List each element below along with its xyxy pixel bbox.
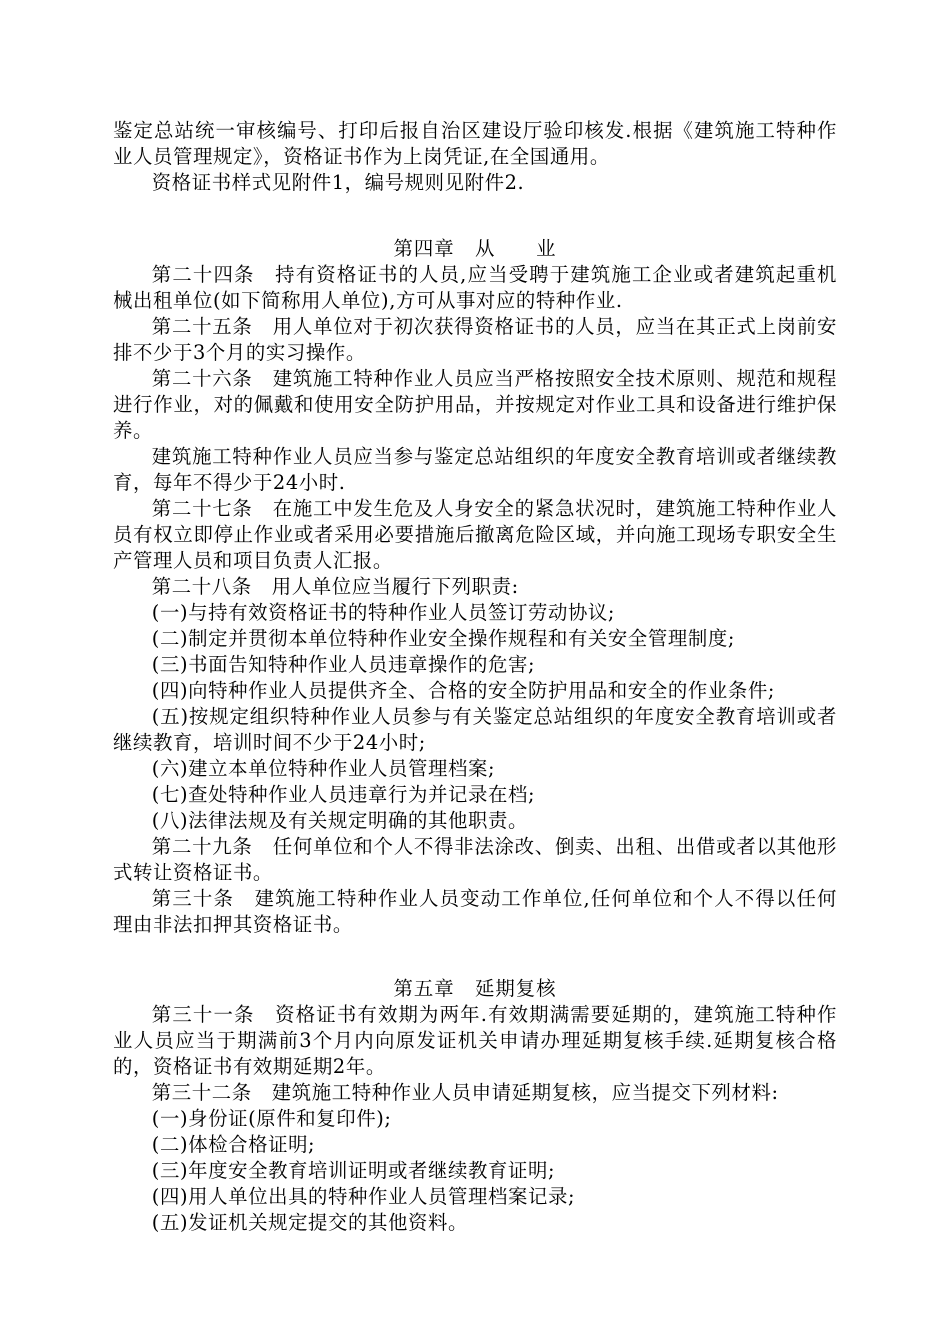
article-28: 第二十八条 用人单位应当履行下列职责: [151,575,519,598]
chapter-5-title: 第五章 延期复核 [393,977,557,1000]
article-32-item: (四)用人单位出具的特种作业人员管理档案记录; [151,1185,576,1208]
article-32-item: (二)体检合格证明; [151,1133,316,1156]
article-28-item: (六)建立本单位特种作业人员管理档案; [151,757,496,780]
article-28-item: (一)与持有效资格证书的特种作业人员签订劳动协议; [151,601,616,624]
article-28-item: (八)法律法规及有关规定明确的其他职责。 [151,809,528,832]
paragraph-certificate-appendix: 资格证书样式见附件1，编号规则见附件2. [151,171,525,194]
article-28-item: (五)按规定组织特种作业人员参与有关鉴定总站组织的年度安全教育培训或者继续教育，培训时间不少于24小时; [113,705,837,754]
article-24: 第二十四条 持有资格证书的人员,应当受聘于建筑施工企业或者建筑起重机械出租单位(如下简称用人单位),方可从事对应的特种作业. [113,263,837,312]
article-28-item: (四)向特种作业人员提供齐全、合格的安全防护用品和安全的作业条件; [151,679,775,702]
article-26-continued: 建筑施工特种作业人员应当参与鉴定总站组织的年度安全教育培训或者继续教育，每年不得少于24小时. [113,445,837,494]
article-26: 第二十六条 建筑施工特种作业人员应当严格按照安全技术原则、规范和规程进行作业，对的佩戴和使用安全防护用品，并按规定对作业工具和设备进行维护保养。 [113,367,837,442]
article-30: 第三十条 建筑施工特种作业人员变动工作单位,任何单位和个人不得以任何理由非法扣押其资格证书。 [113,887,837,936]
article-32-item: (三)年度安全教育培训证明或者继续教育证明; [151,1159,556,1182]
article-28-item: (七)查处特种作业人员违章行为并记录在档; [151,783,536,806]
article-31: 第三十一条 资格证书有效期为两年.有效期满需要延期的，建筑施工特种作业人员应当于期满前3个月内向原发证机关申请办理延期复核手续.延期复核合格的，资格证书有效期延期2年。 [113,1003,837,1078]
article-25: 第二十五条 用人单位对于初次获得资格证书的人员，应当在其正式上岗前安排不少于3个月的实习操作。 [113,315,837,364]
article-27: 第二十七条 在施工中发生危及人身安全的紧急状况时，建筑施工特种作业人员有权立即停止作业或者采用必要措施后撤离危险区域，并向施工现场专职安全生产管理人员和项目负责人汇报。 [113,497,837,572]
chapter-4-title: 第四章 从 业 [393,237,557,260]
article-32-item: (一)身份证(原件和复印件); [151,1107,392,1130]
article-32-item: (五)发证机关规定提交的其他资料。 [151,1211,468,1234]
paragraph-certificate-issuance: 鉴定总站统一审核编号、打印后报自治区建设厅验印核发.根据《建筑施工特种作业人员管理规定》，资格证书作为上岗凭证,在全国通用。 [113,119,837,168]
article-29: 第二十九条 任何单位和个人不得非法涂改、倒卖、出租、出借或者以其他形式转让资格证书。 [113,835,837,884]
article-28-item: (二)制定并贯彻本单位特种作业安全操作规程和有关安全管理制度; [151,627,735,650]
article-28-item: (三)书面告知特种作业人员违章操作的危害; [151,653,536,676]
article-32: 第三十二条 建筑施工特种作业人员申请延期复核，应当提交下列材料: [151,1081,779,1104]
